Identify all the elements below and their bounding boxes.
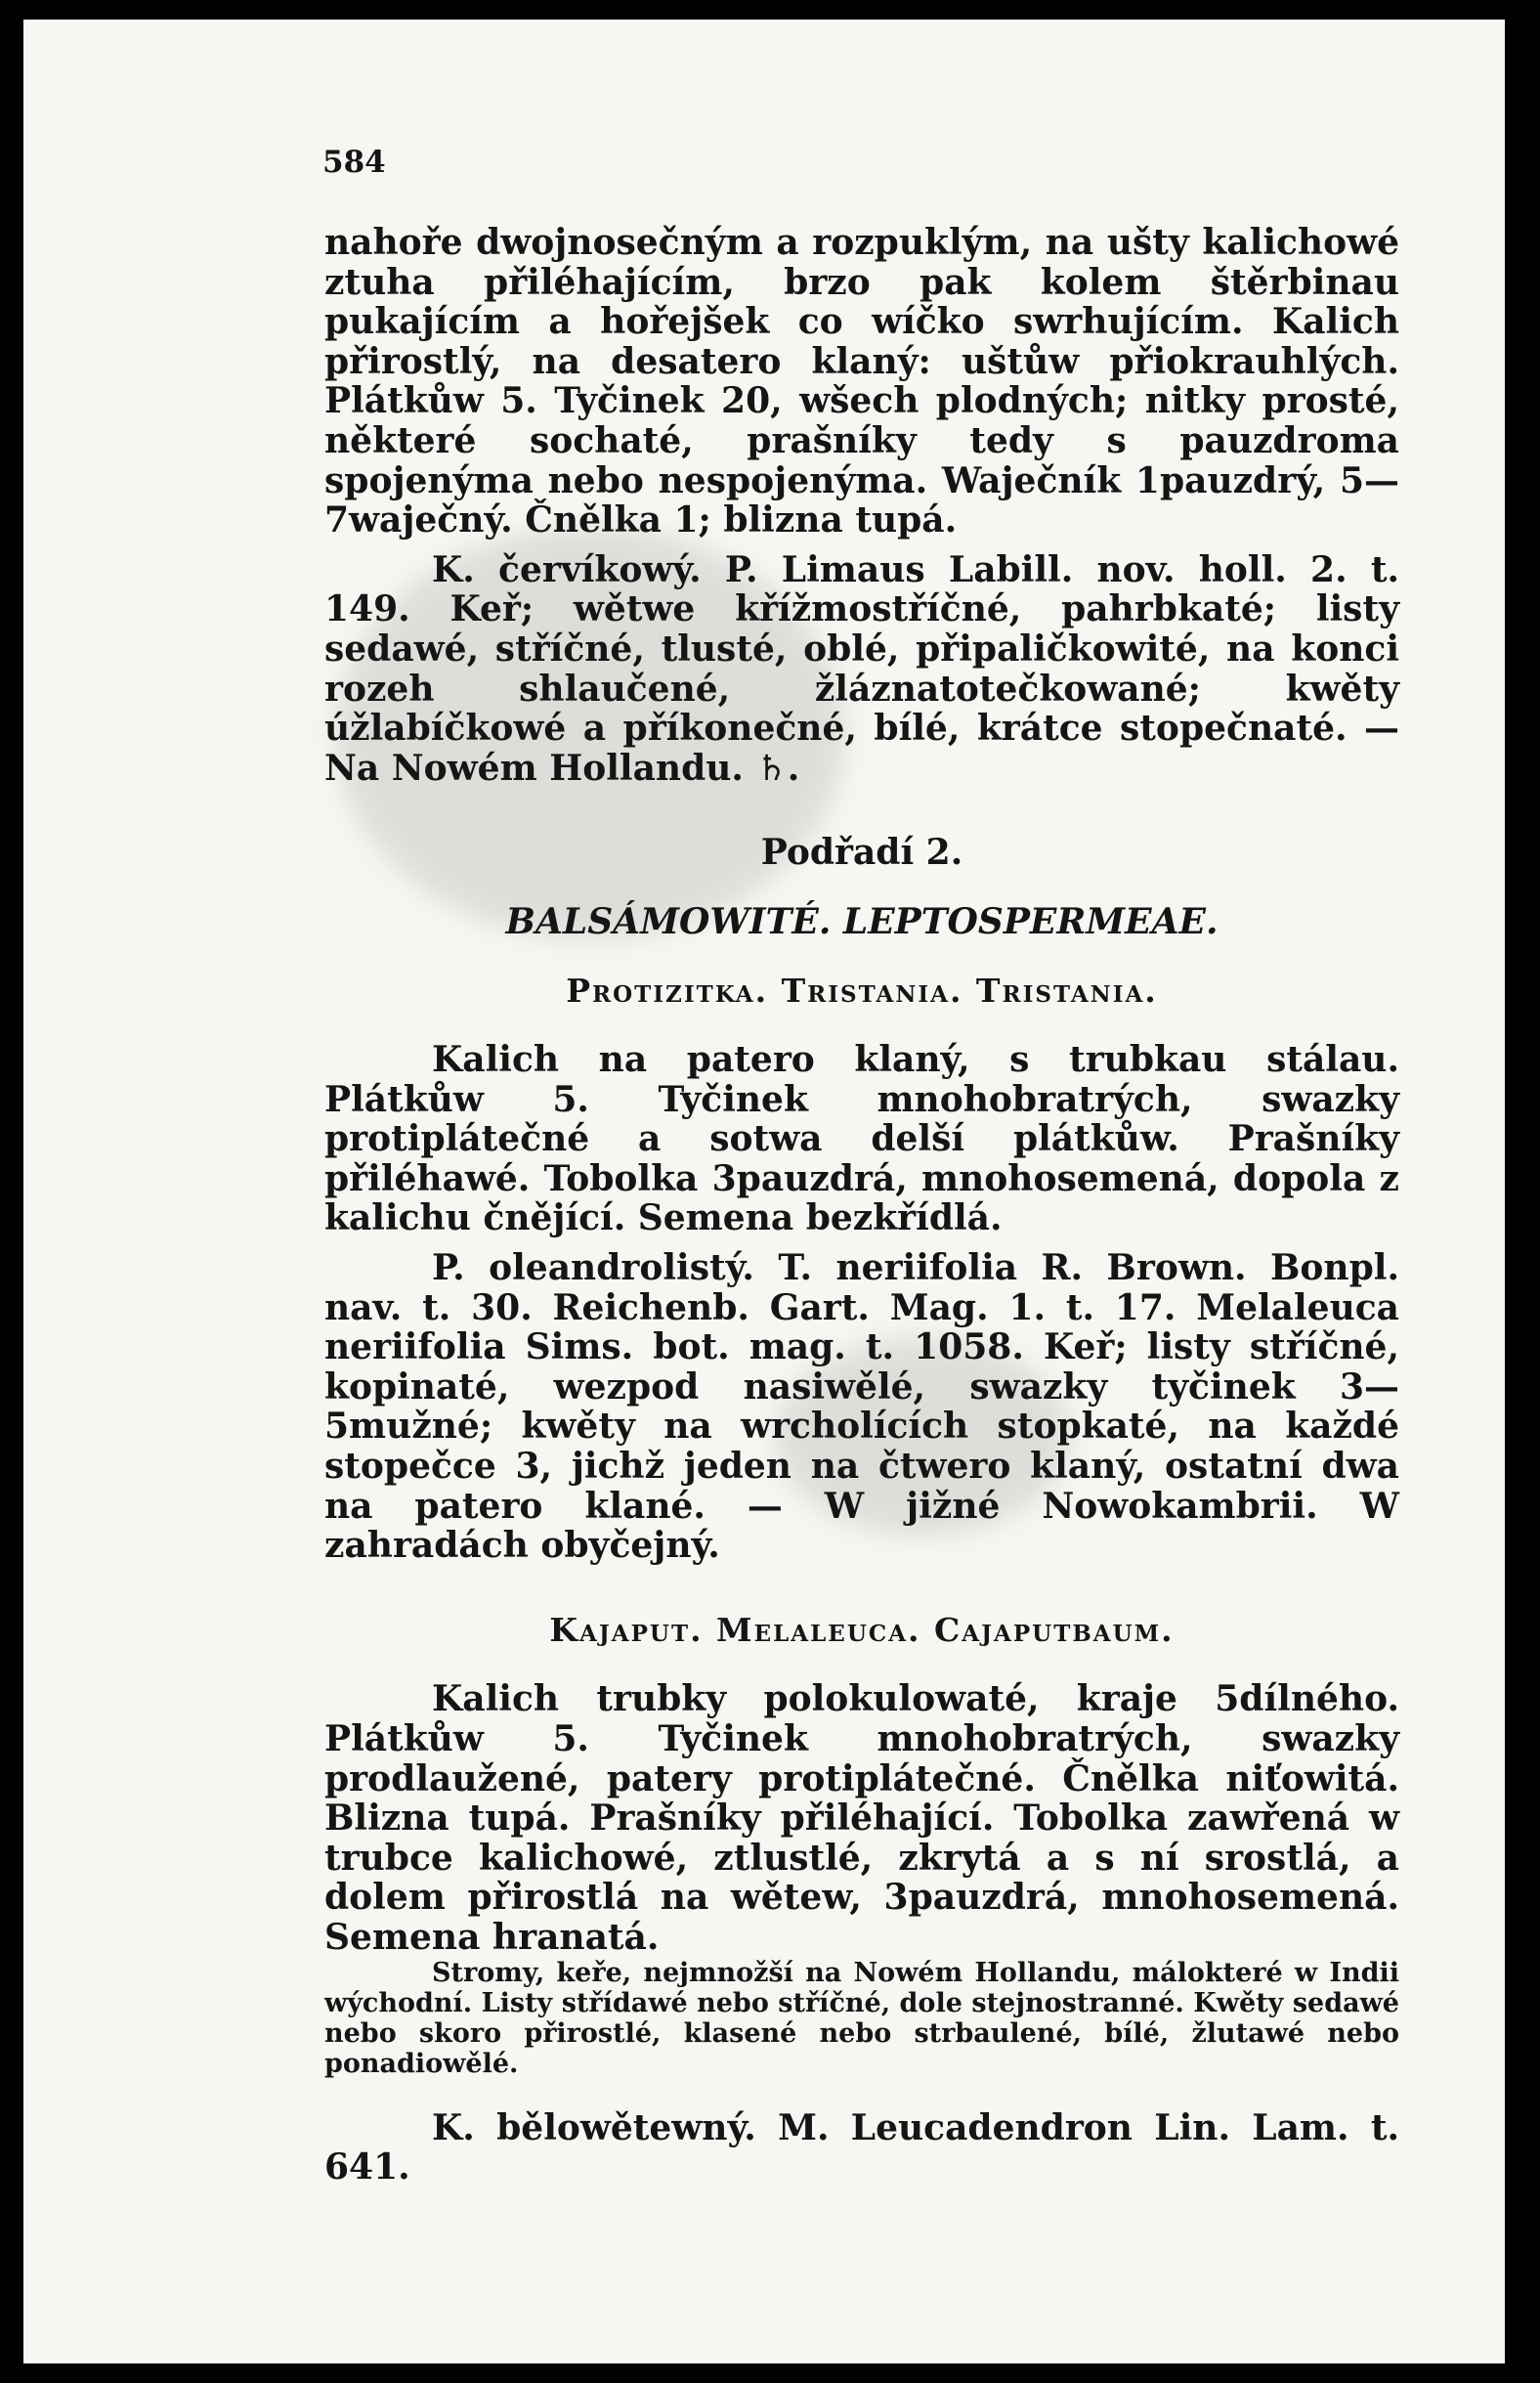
subheading: Podřadí 2. [760,832,963,874]
species-entry-belowetewny: K. bělowětewný. M. Leucadendron Lin. Lam. t. 641. [324,2106,1399,2188]
genus-title-tristania: Protizitka. Tristania. Tristania. [566,971,1158,1010]
paragraph-flower-structure: nahoře dwojnosečným a rozpuklým, na ušty kalichowé ztuha přiléhajícím, brzo pak kolem štěrbinau pukajícím a hořejšek co wíčko swrhujícím. Kalich přirostlý, na desatero klaný: uštůw přiokrauhlých. Plátkůw 5. Tyčinek 20, wšech plodných; nitky prosté, některé sochaté, prašníky tedy s pauzdroma spojenýma nebo nespojenýma. Waječník 1pauzdrý, 5—7waječný. Čnělka 1; blizna tupá. [324,222,1399,542]
species-entry-cerwikowy: K. červíkowý. P. Limaus Labill. nov. holl. 2. t. 149. Keř; wětwe křížmostříčné, pahrbkaté; listy sedawé, stříčné, tlusté, oblé, připaličkowité, na konci rozeh shlaučené, žláznatotečkowané; kwěty úžlabíčkowé a příkonečné, bílé, krátce stopečnaté. — Na Nowém Hollandu. ♄. [324,548,1399,789]
species-entry-oleandrolisty: P. oleandrolistý. T. neriifolia R. Brown. Bonpl. nav. t. 30. Reichenb. Gart. Mag. 1. t. 17. Melaleuca neriifolia Sims. bot. mag. t. 1058. Keř; listy stříčné, kopinaté, wezpod nasiwělé, swazky tyčinek 3—5mužné; kwěty na wrcholících stopkaté, na každé stopečce 3, jichž jeden na čtwero klaný, ostatní dwa na patero klané. — W jižné Nowokambrii. W zahradách obyčejný. [324,1247,1399,1567]
page-number: 584 [322,145,386,180]
genus-note: Stromy, keře, nejmnožší na Nowém Hollandu, málokteré w Indii wýchodní. Listy střídawé nebo stříčné, dole stejnostranné. Kwěty sedawé nebo skoro přirostlé, klasené nebo strbaulené, bílé, žlutawé nebo ponadiowělé. [324,1957,1399,2079]
genus-title-melaleuca: Kajaput. Melaleuca. Cajaputbaum. [549,1610,1175,1649]
genus-description-tristania: Kalich na patero klaný, s trubkau stálau. Plátkůw 5. Tyčinek mnohobratrých, swazky protiplátečné a sotwa delší plátkůw. Prašníky přiléhawé. Tobolka 3pauzdrá, mnohosemená, dopola z kalichu čnějící. Semena bezkřídlá. [324,1039,1399,1239]
section-heading: BALSÁMOWITÉ. LEPTOSPERMEAE. [505,900,1219,942]
genus-description-melaleuca: Kalich trubky polokulowaté, kraje 5dílného. Plátkůw 5. Tyčinek mnohobratrých, swazky prodlaužené, patery protiplátečné. Čnělka niťowitá. Blizna tupá. Prašníky přiléhající. Tobolka zawřená w trubce kalichowé, ztlustlé, zkrytá a s ní srostlá, a dolem přirostlá na wětew, 3pauzdrá, mnohosemená. Semena hranatá. [324,1678,1399,1958]
page-body [324,223,1399,2188]
